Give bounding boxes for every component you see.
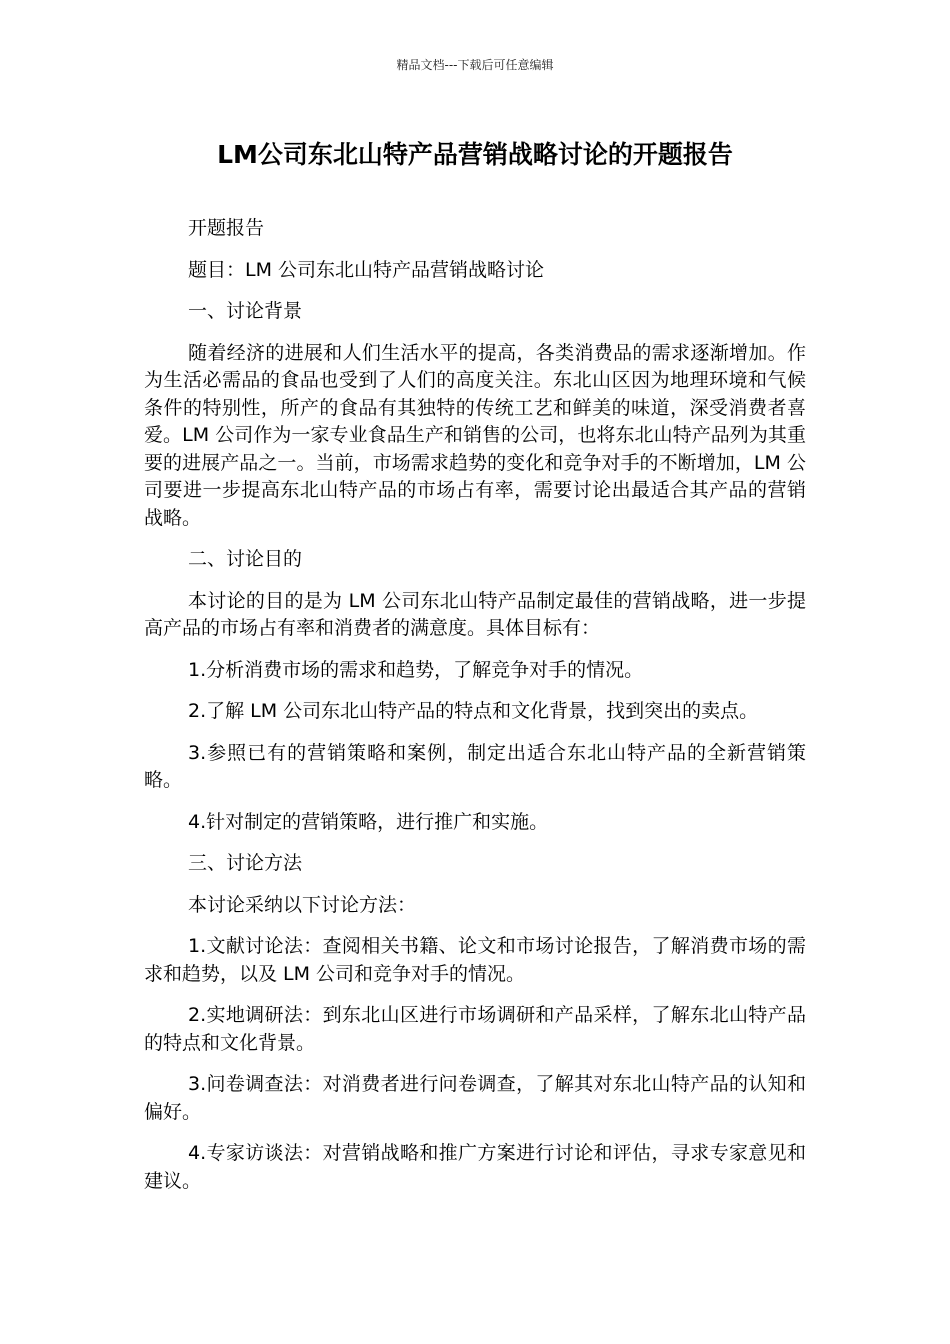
method-item-3: 3.问卷调查法：对消费者进行问卷调查，了解其对东北山特产品的认知和偏好。 xyxy=(144,1073,806,1123)
document-body xyxy=(144,215,806,1209)
method-item-1: 1.文献讨论法：查阅相关书籍、论文和市场讨论报告，了解消费市场的需求和趋势，以及 LM 公司和竞争对手的情况。 xyxy=(144,935,806,985)
paragraph-background: 随着经济的进展和人们生活水平的提高，各类消费品的需求逐渐增加。作为生活必需品的食品也受到了人们的高度关注。东北山区因为地理环境和气候条件的特别性，所产的食品有其独特的传统工艺和鲜美的味道，深受消费者喜爱。LM 公司作为一家专业食品生产和销售的公司，也将东北山特产品列为其重要的进展产品之一。当前，市场需求趋势的变化和竞争对手的不断增加，LM 公司要进一步提高东北山特产品的市场占有率，需要讨论出最适合其产品的营销战略。 xyxy=(144,341,806,529)
section-heading-background: 一、讨论背景 xyxy=(188,300,303,322)
purpose-item-2: 2.了解 LM 公司东北山特产品的特点和文化背景，找到突出的卖点。 xyxy=(188,700,759,722)
paragraph-purpose: 本讨论的目的是为 LM 公司东北山特产品制定最佳的营销战略，进一步提高产品的市场占有率和消费者的满意度。具体目标有： xyxy=(144,589,806,639)
paragraph-topic: 题目：LM 公司东北山特产品营销战略讨论 xyxy=(188,258,545,281)
section-heading-purpose: 二、讨论目的 xyxy=(188,548,303,570)
paragraph-report-label: 开题报告 xyxy=(188,217,265,239)
paragraph-methods-intro: 本讨论采纳以下讨论方法： xyxy=(188,893,417,916)
method-item-2: 2.实地调研法：到东北山区进行市场调研和产品采样，了解东北山特产品的特点和文化背景。 xyxy=(144,1004,806,1054)
purpose-item-4: 4.针对制定的营销策略，进行推广和实施。 xyxy=(188,810,549,833)
purpose-item-1: 1.分析消费市场的需求和趋势，了解竞争对手的情况。 xyxy=(188,658,644,681)
document-title: LM公司东北山特产品营销战略讨论的开题报告 xyxy=(217,140,733,169)
section-heading-methods: 三、讨论方法 xyxy=(188,852,303,874)
method-item-4: 4.专家访谈法：对营销战略和推广方案进行讨论和评估，寻求专家意见和建议。 xyxy=(144,1142,806,1192)
purpose-item-3: 3.参照已有的营销策略和案例，制定出适合东北山特产品的全新营销策略。 xyxy=(144,741,806,791)
page-header: 精品文档---下载后可任意编辑 xyxy=(396,58,554,72)
